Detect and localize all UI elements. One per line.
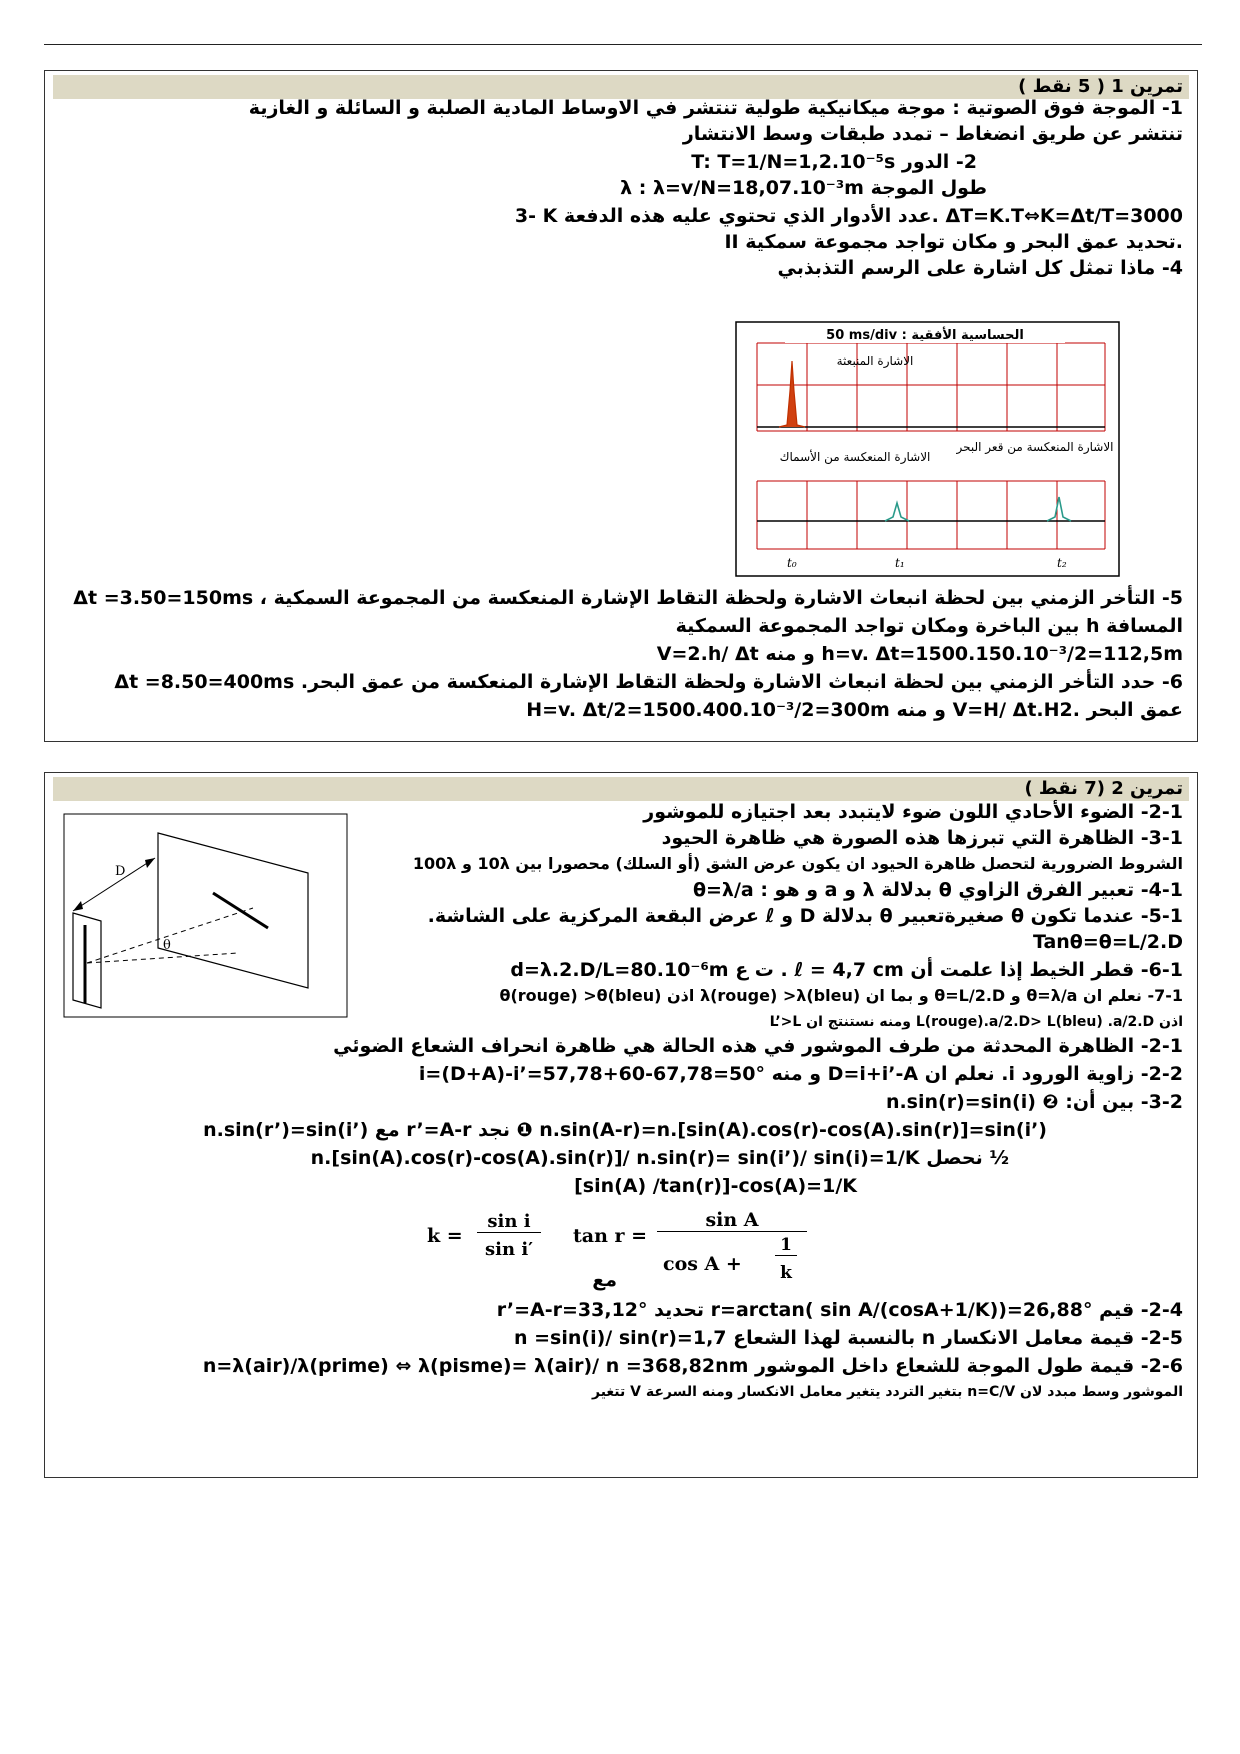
oscillogram-svg bbox=[735, 321, 1120, 577]
ex2-line-11: 2-2- زاوية الورود i. نعلم ان D=i+i’-A و منه i=(D+A)-i’=57,78+60-67,78=50° bbox=[418, 1063, 1183, 1085]
exercise-1-box bbox=[44, 70, 1198, 742]
ex2-line-16: مع bbox=[592, 1269, 617, 1291]
exercise-2-box bbox=[44, 772, 1198, 1478]
ex2-line-5: 5-1- عندما تكون θ صغيرةتعبير θ بدلالة D و ℓ عرض البقعة المركزية على الشاشة. bbox=[427, 905, 1183, 927]
ex2-line-9: اذن L(rouge).a/2.D> L(bleu) .a/2.D ومنه نستنتج ان L’>L bbox=[769, 1014, 1183, 1030]
ex1-line-1: 1- الموجة فوق الصوتية : موجة ميكانيكية طولية تنتشر في الاوساط المادية الصلبة و السائلة و الغازية bbox=[248, 97, 1183, 119]
emitted-label: الاشارة المنبعثة bbox=[836, 354, 914, 368]
ex1-line-10: V=2.h/ Δt و منه h=v. Δt=1500.150.10⁻³/2=112,5m bbox=[656, 643, 1183, 665]
ex1-line-2: تنتشر عن طريق انضغاط – تمدد طبقات وسط الانتشار bbox=[682, 123, 1183, 145]
tan-inner-denominator: k bbox=[780, 1263, 792, 1283]
oscillogram-figure bbox=[735, 321, 1120, 577]
k-denominator: sin i′ bbox=[485, 1239, 533, 1260]
ex2-line-18: 2-5- قيمة معامل الانكسار n بالنسبة لهذا الشعاع n =sin(i)/ sin(r)=1,7 bbox=[514, 1327, 1183, 1349]
ex2-line-14: ½ نحصل n.[sin(A).cos(r)-cos(A).sin(r)]/ n.sin(r)= sin(i’)/ sin(i)=1/K bbox=[310, 1147, 1009, 1169]
ex1-line-12: عمق البحر .V=H/ Δt.H2 و منه H=v. Δt/2=1500.400.10⁻³/2=300m bbox=[526, 699, 1183, 721]
ex2-line-15: [sin(A) /tan(r)]-cos(A)=1/K bbox=[574, 1175, 857, 1197]
ex2-line-6: Tanθ=θ=L/2.D bbox=[1032, 931, 1183, 953]
ex2-line-10: 2-1- الظاهرة المحدثة من طرف الموشور في هذه الحالة هي ظاهرة انحراف الشعاع الضوئي bbox=[333, 1035, 1183, 1057]
ex2-line-13: n.sin(r’)=sin(i’) مع r’=A-r نجد ❶ n.sin(A-r)=n.[sin(A).cos(r)-cos(A).sin(r)]=sin(i’) bbox=[203, 1119, 1047, 1141]
diffraction-setup-figure bbox=[63, 813, 348, 1018]
ex1-line-3: 2- الدور T: T=1/N=1,2.10⁻⁵s bbox=[691, 151, 977, 173]
k-lhs: k = bbox=[427, 1225, 463, 1247]
tan-numerator: sin A bbox=[657, 1209, 807, 1232]
tan-inner-numerator: 1 bbox=[775, 1235, 797, 1256]
exercise-2-header bbox=[53, 777, 1189, 801]
ex1-line-4: طول الموجة λ : λ=v/N=18,07.10⁻³m bbox=[620, 177, 987, 199]
ex2-line-20: الموشور وسط مبدد لان n=C/V بتغير التردد يتغير معامل الانكسار ومنه السرعة V تتغير bbox=[591, 1384, 1183, 1400]
ex1-line-8: 5- التأخر الزمني بين لحظة انبعاث الاشارة ولحظة التقاط الإشارة المنعكسة من المجموعة السمكية ، Δt =3.50=150ms bbox=[73, 587, 1183, 609]
tan-lhs: tan r = bbox=[573, 1225, 648, 1247]
ex2-line-7: 6-1- قطر الخيط إذا علمت أن ℓ = 4,7 cm . ت ع d=λ.2.D/L=80.10⁻⁶m bbox=[510, 959, 1183, 981]
label-theta: θ bbox=[163, 938, 171, 953]
bottom-echo-label: الاشارة المنعكسة من قعر البحر bbox=[956, 440, 1114, 454]
k-numerator: sin i bbox=[477, 1211, 541, 1233]
ex2-line-19: 2-6- قيمة طول الموجة للشعاع داخل الموشور n=λ(air)/λ(prime) ⇔ λ(pisme)= λ(air)/ n =368,82nm bbox=[202, 1355, 1183, 1377]
ex2-line-4: 4-1- تعبير الفرق الزاوي θ بدلالة λ و a و هو : θ=λ/a bbox=[692, 879, 1183, 901]
diffraction-setup-svg bbox=[63, 813, 348, 1018]
ex2-line-3: الشروط الضرورية لتحصل ظاهرة الحيود ان يكون عرض الشق (أو السلك) محصورا بين 10λ و 100λ bbox=[412, 854, 1183, 873]
sensitivity-label: 50 ms/div : الحساسية الأفقية bbox=[826, 328, 1024, 343]
ex1-line-9: المسافة h بين الباخرة ومكان تواجد المجموعة السمكية bbox=[675, 615, 1183, 637]
top-rule bbox=[44, 44, 1202, 45]
label-D: D bbox=[115, 864, 126, 879]
t2-label: t₂ bbox=[1057, 556, 1067, 570]
ex2-line-17: 2-4- قيم r=arctan( sin A/(cosA+1/K))=26,88° تحديد r’=A-r=33,12° bbox=[496, 1299, 1183, 1321]
ex2-line-1: 2-1- الضوء الأحادي اللون ضوء لايتبدد بعد اجتيازه للموشور bbox=[643, 801, 1183, 823]
ex2-line-2: 3-1- الظاهرة التي تبرزها هذه الصورة هي ظاهرة الحيود bbox=[661, 827, 1183, 849]
ex1-line-11: 6- حدد التأخر الزمني بين لحظة انبعاث الاشارة ولحظة التقاط الإشارة المنعكسة من عمق البحر. Δt =8.50=400ms bbox=[114, 671, 1183, 693]
tan-denominator: cos A + bbox=[663, 1253, 742, 1275]
ex1-line-5: 3- K عدد الأدوار الذي تحتوي عليه هذه الدفعة. ΔT=K.T⇔K=Δt/T=3000 bbox=[514, 205, 1183, 227]
fish-echo-label: الاشارة المنعكسة من الأسماك bbox=[779, 450, 931, 464]
ex1-line-7: 4- ماذا تمثل كل اشارة على الرسم التذبذبي bbox=[777, 257, 1183, 279]
t1-label: t₁ bbox=[895, 556, 905, 570]
exercise-1-title: تمرين 1 ( 5 نقط ) bbox=[1018, 76, 1183, 97]
ex1-line-6: II تحديد عمق البحر و مكان تواجد مجموعة سمكية. bbox=[724, 231, 1183, 253]
t0-label: t₀ bbox=[787, 556, 797, 570]
ex2-line-8: 7-1- نعلم ان θ=λ/a و θ=L/2.D و بما ان λ(rouge) >λ(bleu) اذن θ(rouge) >θ(bleu) bbox=[499, 986, 1183, 1005]
exercise-2-title: تمرين 2 (7 نقط ) bbox=[1024, 778, 1183, 799]
ex2-line-12: 3-2- بين أن: ❷ n.sin(r)=sin(i) bbox=[885, 1091, 1183, 1113]
